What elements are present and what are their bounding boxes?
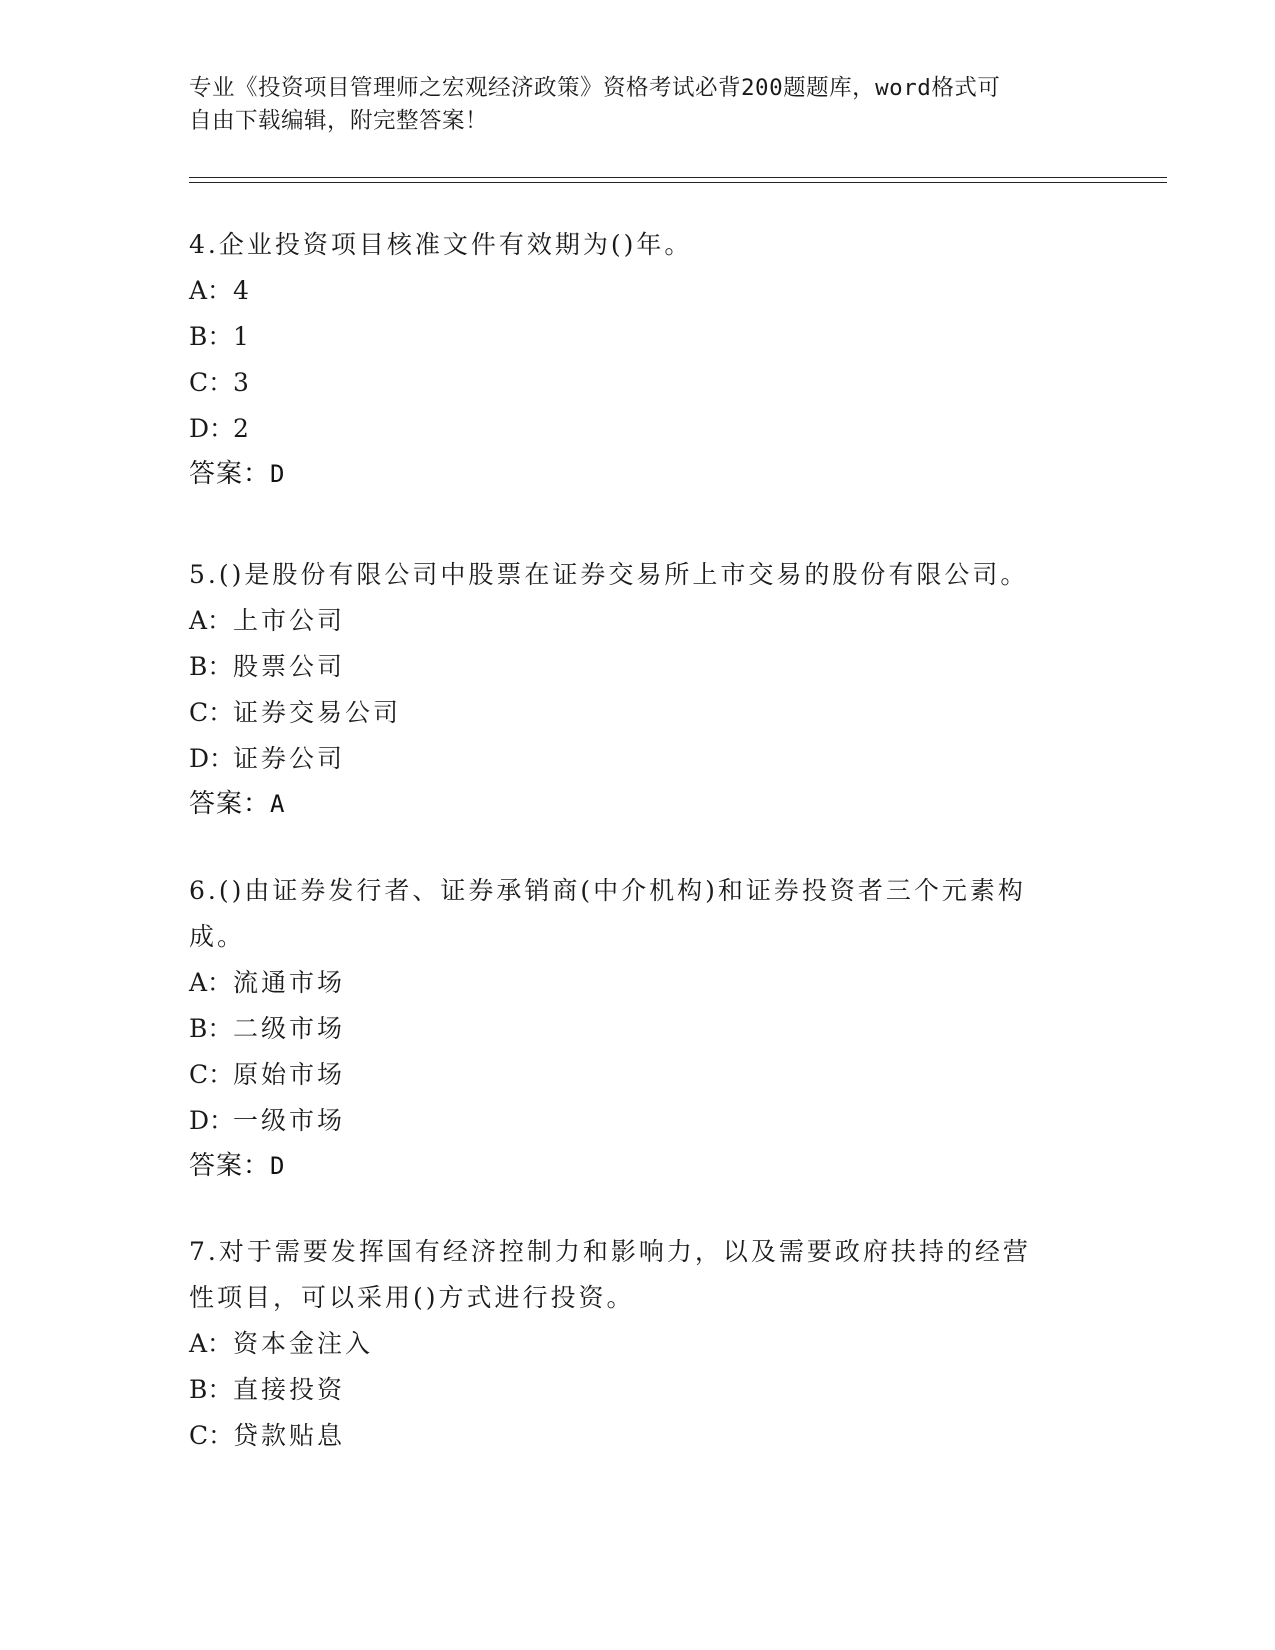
answer-line: [189, 452, 1089, 496]
option-b: [189, 1367, 1089, 1413]
question-stem: 7.对于需要发挥国有经济控制力和影响力，以及需要政府扶持的经营: [189, 1237, 1031, 1266]
option-text: 3: [233, 368, 252, 397]
option-c: [189, 690, 1089, 736]
option-text: 1: [233, 322, 252, 351]
option-a: [189, 598, 1089, 644]
option-text: 贷款贴息: [233, 1421, 346, 1450]
option-text: 直接投资: [233, 1375, 346, 1404]
question-block: [189, 1229, 1089, 1459]
option-label: C：: [189, 368, 234, 397]
option-text: 证券交易公司: [233, 698, 402, 727]
question-stem: 6.()由证券发行者、证券承销商(中介机构)和证券投资者三个元素构: [189, 876, 1026, 905]
question-block: [189, 868, 1089, 1188]
document-header: [189, 72, 1089, 138]
option-label: B：: [189, 1375, 233, 1404]
question-stem-continued: 成。: [189, 922, 246, 951]
option-text: 原始市场: [233, 1060, 346, 1089]
option-text: 4: [233, 276, 252, 305]
option-label: A：: [189, 276, 233, 305]
option-c: [189, 360, 1089, 406]
question-stem: 4.企业投资项目核准文件有效期为()年。: [189, 230, 693, 259]
option-label: C：: [189, 1060, 234, 1089]
option-label: D：: [189, 414, 235, 443]
option-c: [189, 1413, 1089, 1459]
header-divider-top: [189, 177, 1167, 178]
option-label: D：: [189, 744, 235, 773]
option-text: 股票公司: [233, 652, 346, 681]
option-text: 上市公司: [233, 606, 346, 635]
option-label: C：: [189, 698, 234, 727]
option-text: 2: [233, 414, 252, 443]
answer-label: 答案：: [189, 1151, 271, 1181]
option-label: A：: [189, 606, 233, 635]
option-label: A：: [189, 1329, 233, 1358]
answer-value: A: [270, 790, 286, 818]
answer-value: D: [270, 460, 286, 488]
option-text: 流通市场: [233, 968, 346, 997]
option-b: [189, 314, 1089, 360]
option-d: [189, 736, 1089, 782]
option-label: C：: [189, 1421, 234, 1450]
header-line-1: 专业《投资项目管理师之宏观经济政策》资格考试必背200题题库，word格式可: [189, 75, 1001, 101]
option-b: [189, 644, 1089, 690]
option-label: D：: [189, 1106, 235, 1135]
answer-value: D: [270, 1152, 286, 1180]
option-c: [189, 1052, 1089, 1098]
option-b: [189, 1006, 1089, 1052]
question-block: [189, 222, 1089, 496]
header-line-2: 自由下载编辑，附完整答案！: [189, 108, 489, 134]
option-d: [189, 1098, 1089, 1144]
option-label: B：: [189, 652, 233, 681]
question-stem-continued: 性项目，可以采用()方式进行投资。: [189, 1283, 635, 1312]
option-a: [189, 1321, 1089, 1367]
answer-label: 答案：: [189, 459, 271, 489]
question-stem: 5.()是股份有限公司中股票在证券交易所上市交易的股份有限公司。: [189, 560, 1029, 589]
question-block: [189, 552, 1089, 826]
option-label: A：: [189, 968, 233, 997]
option-text: 一级市场: [233, 1106, 346, 1135]
option-label: B：: [189, 1014, 233, 1043]
header-divider-bottom: [189, 182, 1167, 183]
option-d: [189, 406, 1089, 452]
option-a: [189, 268, 1089, 314]
answer-label: 答案：: [189, 789, 271, 819]
option-a: [189, 960, 1089, 1006]
option-text: 证券公司: [233, 744, 346, 773]
option-text: 二级市场: [233, 1014, 346, 1043]
answer-line: [189, 1144, 1089, 1188]
option-label: B：: [189, 322, 233, 351]
option-text: 资本金注入: [233, 1329, 374, 1358]
answer-line: [189, 782, 1089, 826]
